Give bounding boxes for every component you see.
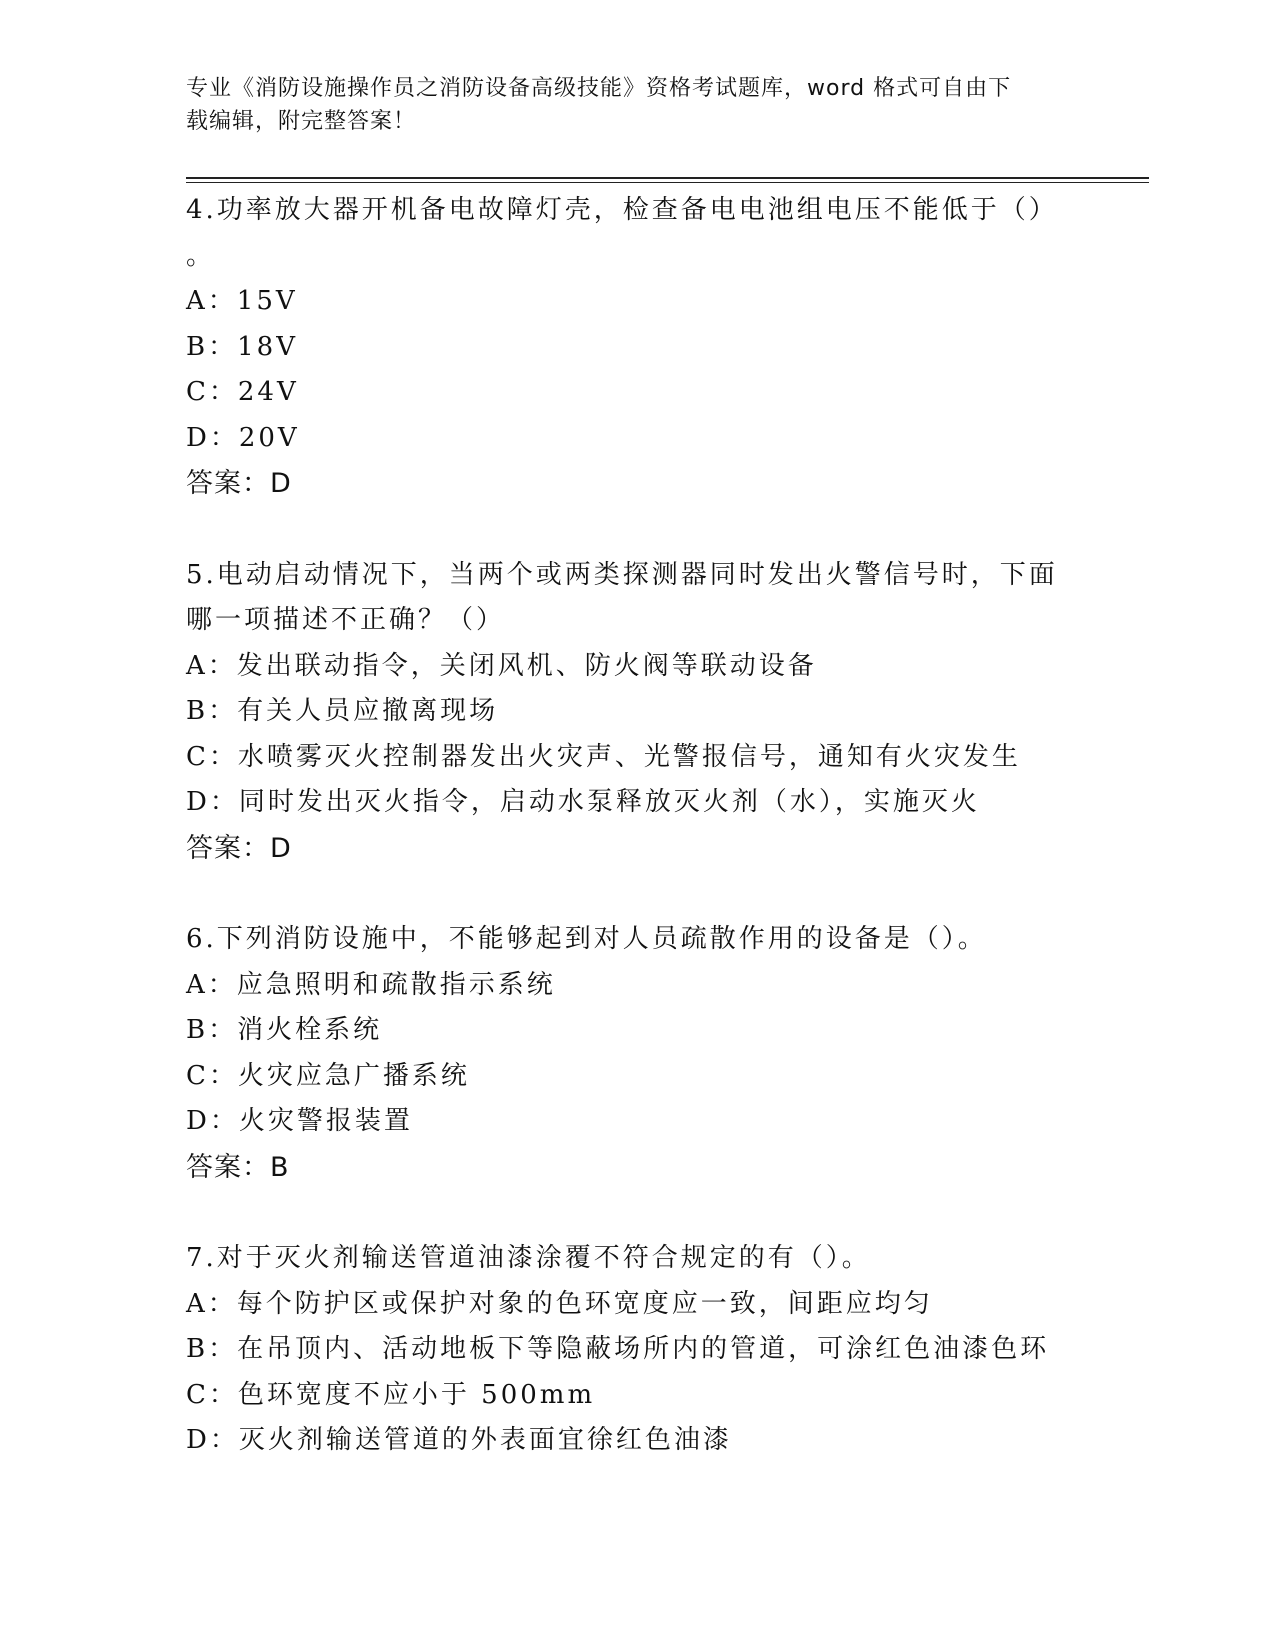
option-a: A：每个防护区或保护对象的色环宽度应一致，间距应均匀 bbox=[186, 1288, 933, 1319]
header-divider-thick bbox=[186, 177, 1149, 179]
option-b: B：有关人员应撤离现场 bbox=[186, 696, 499, 726]
question-stem: 4.功率放大器开机备电故障灯壳，检查备电电池组电压不能低于（） bbox=[186, 195, 1058, 225]
option-c: C：水喷雾灭火控制器发出火灾声、光警报信号，通知有火灾发生 bbox=[186, 741, 1021, 772]
question-7 bbox=[186, 1236, 1086, 1464]
option-d: D：火灾警报装置 bbox=[186, 1106, 413, 1136]
question-stem: 5.电动启动情况下，当两个或两类探测器同时发出火警信号时，下面 bbox=[186, 559, 1058, 590]
option-a: A：发出联动指令，关闭风机、防火阀等联动设备 bbox=[186, 650, 817, 681]
question-stem: 7.对于灭火剂输送管道油漆涂覆不符合规定的有（）。 bbox=[186, 1243, 871, 1273]
option-d: D：灭火剂输送管道的外表面宜徐红色油漆 bbox=[186, 1425, 732, 1455]
option-b: B：在吊顶内、活动地板下等隐蔽场所内的管道，可涂红色油漆色环 bbox=[186, 1334, 1050, 1364]
option-b: B：18V bbox=[186, 331, 298, 362]
option-a: A：15V bbox=[186, 286, 298, 316]
option-d: D：20V bbox=[186, 422, 300, 453]
question-list bbox=[186, 188, 1086, 1510]
answer-line: 答案：D bbox=[186, 468, 292, 499]
answer-line: 答案：D bbox=[186, 832, 292, 864]
option-c: C：24V bbox=[186, 377, 299, 407]
option-a: A：应急照明和疏散指示系统 bbox=[186, 969, 556, 1000]
question-5 bbox=[186, 553, 1086, 872]
question-6 bbox=[186, 917, 1086, 1190]
option-d: D：同时发出灭火指令，启动水泵释放灭火剂（水），实施灭火 bbox=[186, 787, 980, 817]
option-c: C：色环宽度不应小于 500mm bbox=[186, 1379, 596, 1410]
question-stem-continuation: 。 bbox=[186, 240, 216, 271]
header-line-1: 专业《消防设施操作员之消防设备高级技能》资格考试题库，word 格式可自由下 bbox=[186, 76, 1012, 101]
document-header bbox=[186, 72, 1066, 138]
question-stem-continuation: 哪一项描述不正确？（） bbox=[186, 605, 506, 635]
question-4 bbox=[186, 188, 1086, 507]
header-line-2: 载编辑，附完整答案！ bbox=[186, 109, 417, 134]
answer-line: 答案：B bbox=[186, 1151, 290, 1183]
question-stem: 6.下列消防设施中，不能够起到对人员疏散作用的设备是（）。 bbox=[186, 924, 987, 954]
header-divider-thin bbox=[186, 182, 1149, 183]
option-b: B：消火栓系统 bbox=[186, 1015, 383, 1045]
option-c: C：火灾应急广播系统 bbox=[186, 1060, 470, 1091]
